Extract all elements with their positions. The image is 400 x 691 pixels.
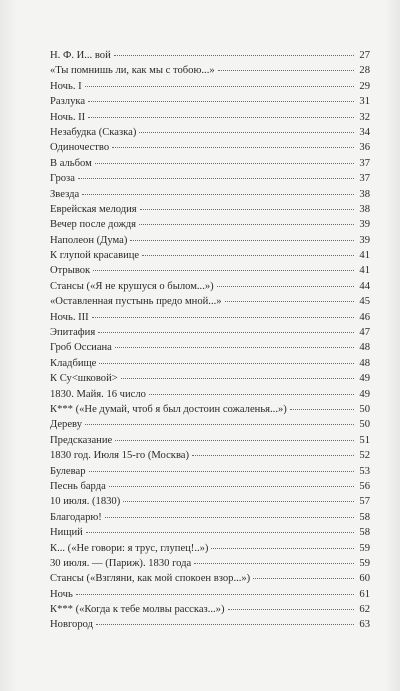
dot-leader: [228, 599, 354, 610]
toc-entry-title: Стансы («Я не крушуся о былом...»): [50, 280, 214, 292]
toc-entry-title: Нищий: [50, 527, 83, 539]
toc-entry: [50, 616, 370, 631]
toc-entry-page-number: 51: [359, 434, 370, 446]
toc-entry-page-number: 27: [359, 50, 370, 61]
toc-entry-title: Песнь барда: [50, 480, 106, 492]
toc-entry-page-number: 31: [359, 96, 370, 108]
dot-leader: [99, 353, 354, 364]
toc-entry-page-number: 59: [359, 557, 370, 569]
dot-leader: [85, 414, 354, 425]
toc-entry-page-number: 41: [359, 250, 370, 262]
toc-entry-page-number: 63: [359, 619, 370, 631]
toc-entry-page-number: 38: [359, 188, 370, 200]
toc-entry-title: «Оставленная пустынь предо мной...»: [50, 296, 222, 308]
dot-leader: [86, 522, 354, 533]
dot-leader: [95, 153, 354, 164]
toc-entry-page-number: 49: [359, 373, 370, 385]
dot-leader: [98, 322, 354, 333]
dot-leader: [115, 337, 354, 348]
toc-entry-title: Гроза: [50, 173, 75, 185]
dot-leader: [76, 584, 354, 595]
toc-entry-page-number: 41: [359, 265, 370, 277]
toc-entry-page-number: 28: [359, 65, 370, 77]
toc-entry-title: Разлука: [50, 96, 86, 108]
toc-entry-page-number: 38: [359, 203, 370, 215]
toc-entry-title: К глупой красавице: [50, 250, 140, 262]
toc-entry-title: Еврейская мелодия: [50, 203, 137, 215]
dot-leader: [93, 260, 354, 271]
toc-entry-title: Вечер после дождя: [50, 219, 137, 231]
toc-entry-title: 1830 год. Июля 15-го (Москва): [50, 450, 190, 462]
dot-leader: [78, 168, 354, 179]
toc-entry-title: Стансы («Взгляни, как мой спокоен взор...»): [50, 573, 251, 585]
dot-leader: [211, 538, 354, 549]
toc-entry-title: К*** («Когда к тебе молвы рассказ...»): [50, 604, 225, 616]
dot-leader: [217, 276, 354, 287]
toc-entry-page-number: 37: [359, 157, 370, 169]
toc-entry-page-number: 62: [359, 604, 370, 616]
dot-leader: [218, 60, 354, 71]
dot-leader: [112, 137, 354, 148]
toc-entry-title: Ночь. II: [50, 111, 86, 123]
toc-entry-title: Звезда: [50, 188, 80, 200]
toc-entry-page-number: 32: [359, 111, 370, 123]
toc-entry-title: К... («Не говори: я трус, глупец!..»): [50, 542, 209, 554]
toc-entry-page-number: 56: [359, 480, 370, 492]
dot-leader: [225, 291, 354, 302]
toc-entry-page-number: 47: [359, 327, 370, 339]
dot-leader: [142, 245, 354, 256]
toc-entry-title: Одиночество: [50, 142, 110, 154]
table-of-contents: [50, 47, 370, 632]
toc-entry-title: В альбом: [50, 157, 92, 169]
dot-leader: [105, 507, 354, 518]
toc-entry-page-number: 58: [359, 511, 370, 523]
dot-leader: [253, 568, 354, 579]
toc-entry-title: Благодарю!: [50, 511, 102, 523]
dot-leader: [88, 91, 354, 102]
toc-entry-title: К Су<шковой>: [50, 373, 118, 385]
dot-leader: [149, 384, 354, 395]
dot-leader: [96, 614, 354, 625]
toc-entry-page-number: 50: [359, 403, 370, 415]
dot-leader: [140, 199, 354, 210]
dot-leader: [92, 307, 354, 318]
toc-entry-page-number: 59: [359, 542, 370, 554]
toc-entry-page-number: 39: [359, 219, 370, 231]
toc-entry-page-number: 57: [359, 496, 370, 508]
toc-entry-title: Гроб Оссиана: [50, 342, 112, 354]
toc-entry-title: Новгород: [50, 619, 94, 631]
toc-entry-title: «Ты помнишь ли, как мы с тобою...»: [50, 65, 215, 77]
dot-leader: [130, 230, 354, 241]
toc-entry-page-number: 44: [359, 280, 370, 292]
toc-entry-title: Н. Ф. И... вой: [50, 50, 111, 61]
toc-entry-page-number: 48: [359, 357, 370, 369]
toc-entry-title: К*** («Не думай, чтоб я был достоин сожаленья...»): [50, 403, 287, 415]
toc-entry-title: Незабудка (Сказка): [50, 126, 137, 138]
toc-entry-page-number: 60: [359, 573, 370, 585]
dot-leader: [123, 491, 354, 502]
dot-leader: [115, 430, 354, 441]
dot-leader: [121, 368, 354, 379]
toc-entry-page-number: 61: [359, 588, 370, 600]
toc-entry-page-number: 52: [359, 450, 370, 462]
dot-leader: [109, 476, 354, 487]
toc-entry-page-number: 53: [359, 465, 370, 477]
dot-leader: [192, 445, 354, 456]
dot-leader: [85, 76, 354, 87]
toc-entry-title: Эпитафия: [50, 327, 96, 339]
toc-entry-page-number: 46: [359, 311, 370, 323]
dot-leader: [139, 214, 354, 225]
toc-entry-page-number: 34: [359, 126, 370, 138]
toc-entry-title: Ночь: [50, 588, 73, 600]
toc-entry-page-number: 36: [359, 142, 370, 154]
toc-entry-page-number: 45: [359, 296, 370, 308]
toc-entry-page-number: 58: [359, 527, 370, 539]
toc-entry-title: Ночь. III: [50, 311, 89, 323]
toc-entry-title: 30 июля. — (Париж). 1830 года: [50, 557, 192, 569]
toc-entry-page-number: 48: [359, 342, 370, 354]
dot-leader: [139, 122, 354, 133]
toc-entry-title: Ночь. I: [50, 80, 82, 92]
dot-leader: [89, 461, 355, 472]
toc-entry-title: 10 июля. (1830): [50, 496, 121, 508]
toc-entry-page-number: 29: [359, 80, 370, 92]
toc-entry-page-number: 37: [359, 173, 370, 185]
toc-entry-title: Кладбище: [50, 357, 97, 369]
toc-entry-page-number: 49: [359, 388, 370, 400]
dot-leader: [88, 107, 354, 118]
toc-entry-title: Булевар: [50, 465, 86, 477]
toc-entry-title: 1830. Майя. 16 число: [50, 388, 146, 400]
toc-entry-page-number: 50: [359, 419, 370, 431]
toc-entry-page-number: 39: [359, 234, 370, 246]
toc-entry-title: Наполеон (Дума): [50, 234, 128, 246]
toc-entry-title: Отрывок: [50, 265, 91, 277]
dot-leader: [114, 45, 354, 56]
dot-leader: [290, 399, 354, 410]
dot-leader: [194, 553, 354, 564]
dot-leader: [82, 184, 354, 195]
toc-entry-title: Дереву: [50, 419, 82, 431]
toc-entry-title: Предсказание: [50, 434, 113, 446]
